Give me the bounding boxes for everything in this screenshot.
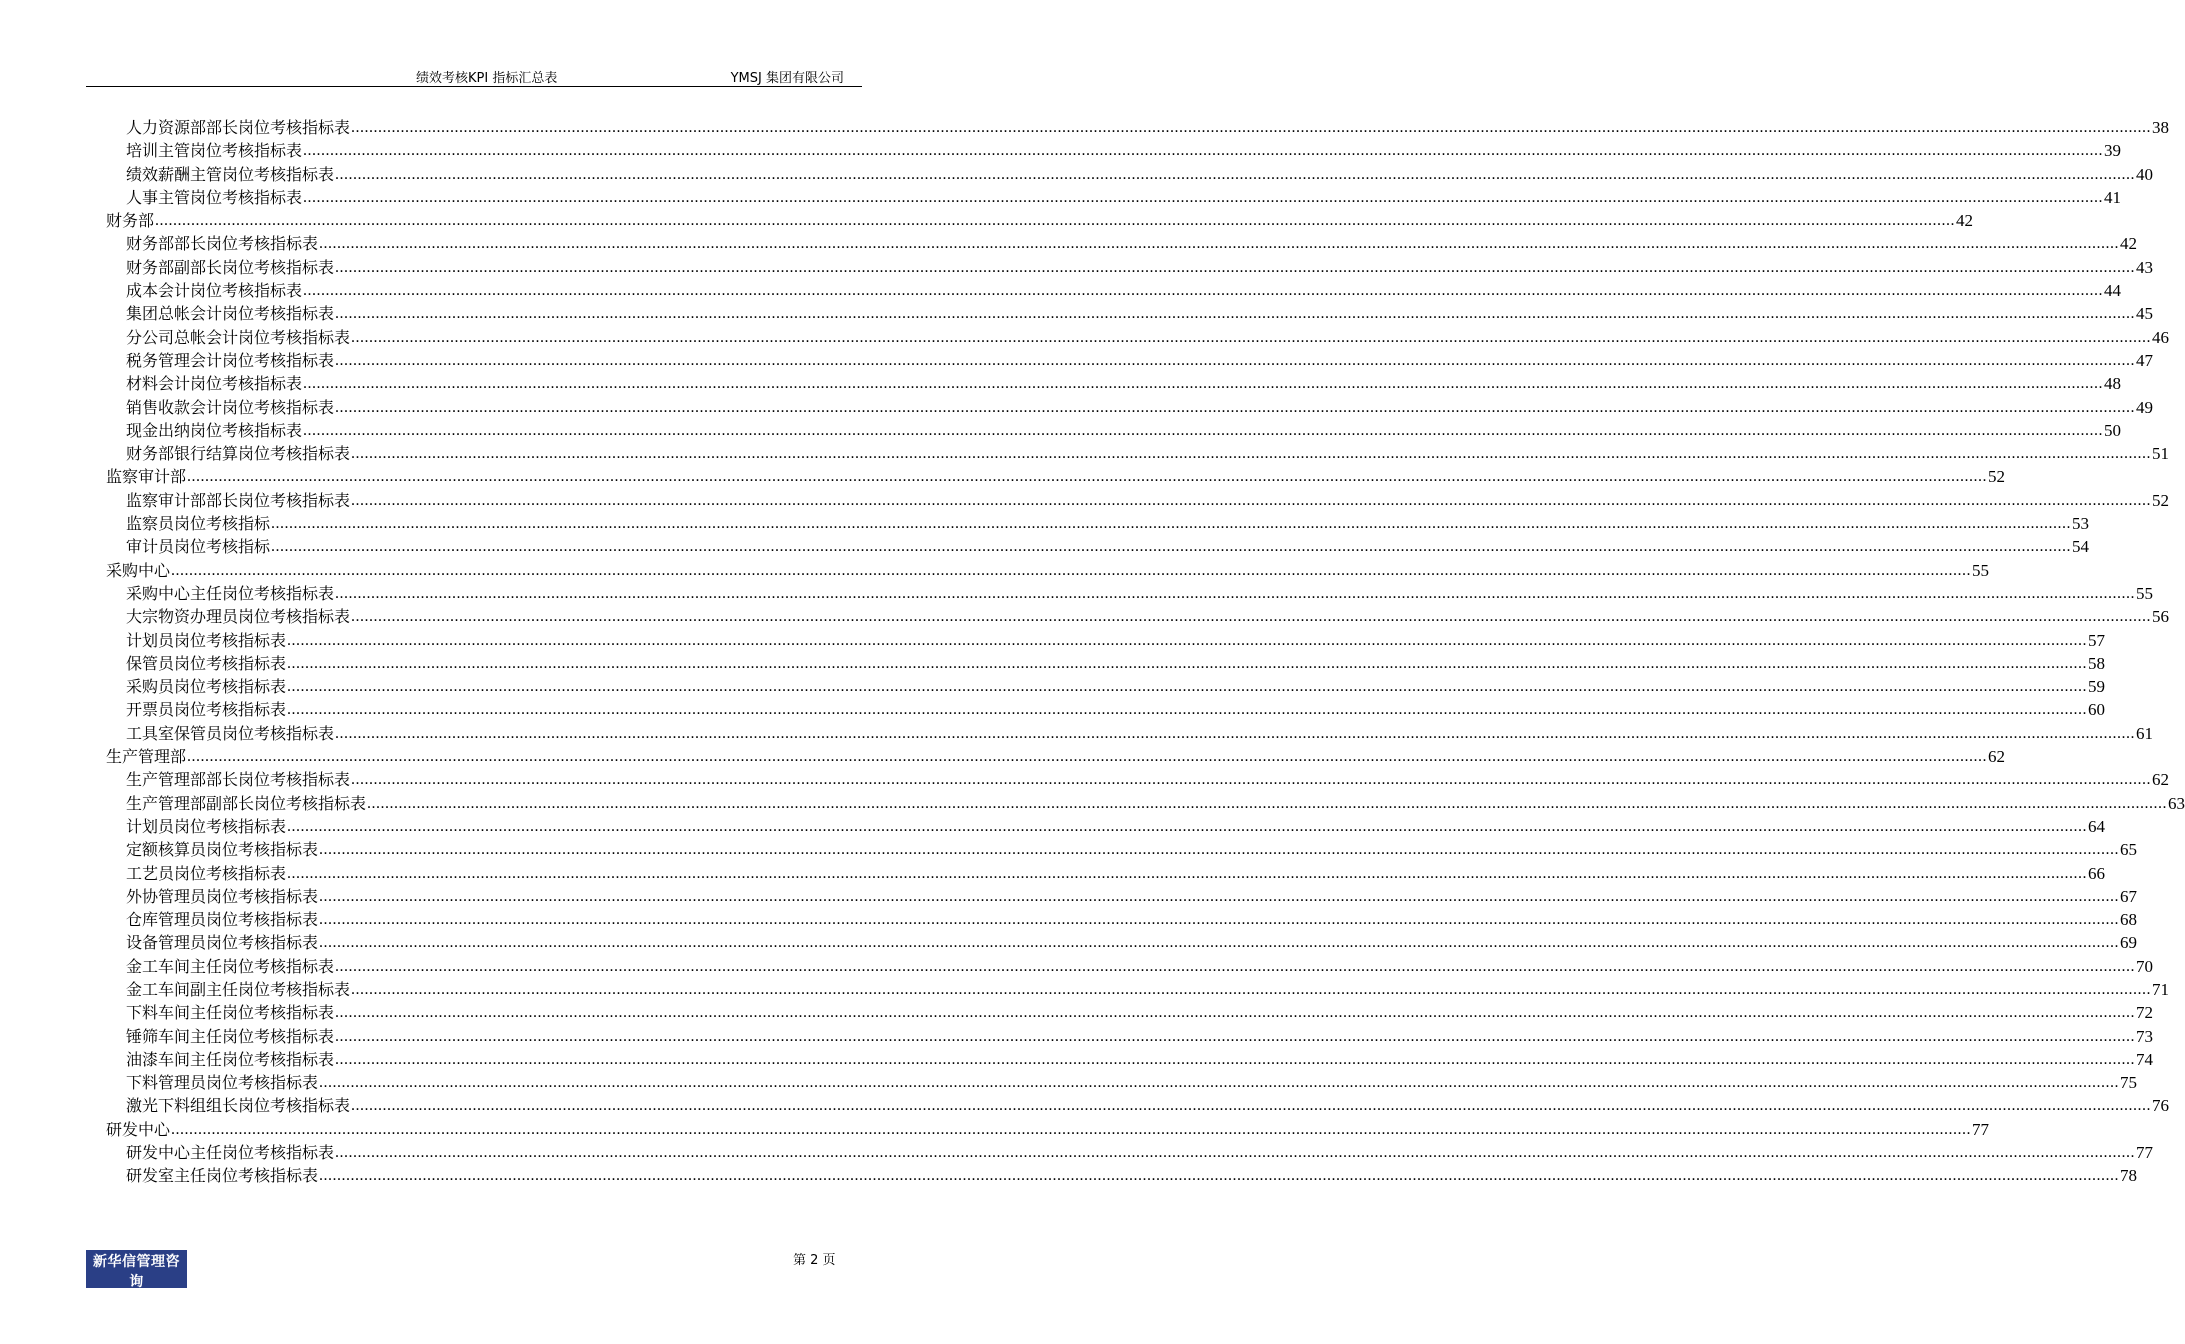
toc-entry-label: 设备管理员岗位考核指标表 [126,933,319,953]
toc-entry-label: 材料会计岗位考核指标表 [126,374,303,394]
toc-entry[interactable] [106,931,2138,954]
toc-entry-page: 62 [1988,747,2006,767]
toc-entry-label: 采购中心主任岗位考核指标表 [126,583,335,603]
toc-entry-page: 38 [2152,118,2170,137]
toc-entry[interactable] [106,419,2122,442]
page-number: 第 2 页 [793,1253,836,1268]
toc-entry-label: 研发中心 [106,1119,171,1139]
toc-entry-page: 63 [2168,793,2185,813]
toc-entry-page: 40 [2136,164,2154,184]
toc-entry[interactable] [106,675,2106,698]
toc-dot-leader: ................................................................................................................................................................................................................................................................................................................................................................................................................ [351,1097,2152,1115]
toc-dot-leader: ................................................................................................................................................................................................................................................................................................................................................................................................................ [287,701,2088,719]
toc-entry-page: 49 [2136,397,2154,417]
toc-entry[interactable] [106,349,2154,372]
toc-entry-page: 77 [2136,1143,2154,1163]
toc-entry-page: 56 [2152,607,2170,627]
toc-entry-label: 绩效薪酬主管岗位考核指标表 [126,164,335,184]
toc-entry-label: 下料车间主任岗位考核指标表 [126,1003,335,1023]
toc-entry-label: 生产管理部 [106,747,187,767]
toc-entry[interactable] [106,535,2090,558]
toc-entry-label: 生产管理部部长岗位考核指标表 [126,770,351,790]
document-title: 绩效考核KPI 指标汇总表 [416,71,558,86]
toc-entry[interactable] [106,396,2154,419]
toc-dot-leader: ................................................................................................................................................................................................................................................................................................................................................................................................................ [171,561,1972,579]
toc-entry-page: 67 [2120,886,2138,906]
toc-section-entry[interactable] [106,209,1974,232]
toc-entry-label: 研发室主任岗位考核指标表 [126,1166,319,1186]
toc-entry[interactable] [106,1048,2154,1071]
toc-entry-label: 人力资源部部长岗位考核指标表 [126,118,351,137]
toc-entry-page: 42 [1956,211,1974,231]
toc-dot-leader: ................................................................................................................................................................................................................................................................................................................................................................................................................ [319,911,2120,929]
toc-entry[interactable] [106,1164,2138,1187]
toc-entry[interactable] [106,885,2138,908]
toc-entry-page: 60 [2088,700,2106,720]
toc-section-entry[interactable] [106,745,2006,768]
toc-dot-leader: ................................................................................................................................................................................................................................................................................................................................................................................................................ [335,258,2136,276]
toc-dot-leader: ................................................................................................................................................................................................................................................................................................................................................................................................................ [287,654,2088,672]
toc-dot-leader: ................................................................................................................................................................................................................................................................................................................................................................................................................ [171,1120,1972,1138]
toc-entry-page: 71 [2152,979,2170,999]
toc-entry[interactable] [106,908,2138,931]
toc-entry[interactable] [106,862,2106,885]
toc-dot-leader: ................................................................................................................................................................................................................................................................................................................................................................................................................ [187,468,1988,486]
toc-entry-page: 74 [2136,1049,2154,1069]
toc-entry-page: 61 [2136,723,2154,743]
toc-dot-leader: ................................................................................................................................................................................................................................................................................................................................................................................................................ [335,1144,2136,1162]
toc-entry[interactable] [106,838,2138,861]
toc-dot-leader: ................................................................................................................................................................................................................................................................................................................................................................................................................ [303,375,2104,393]
toc-entry-label: 采购中心 [106,560,171,580]
toc-dot-leader: ................................................................................................................................................................................................................................................................................................................................................................................................................ [287,631,2088,649]
toc-entry-page: 75 [2120,1073,2138,1093]
toc-dot-leader: ................................................................................................................................................................................................................................................................................................................................................................................................................ [319,1167,2120,1185]
toc-entry-label: 锤筛车间主任岗位考核指标表 [126,1026,335,1046]
toc-dot-leader: ................................................................................................................................................................................................................................................................................................................................................................................................................ [335,957,2136,975]
toc-entry-label: 金工车间副主任岗位考核指标表 [126,979,351,999]
toc-entry-page: 42 [2120,234,2138,254]
toc-dot-leader: ................................................................................................................................................................................................................................................................................................................................................................................................................ [335,1027,2136,1045]
toc-entry-label: 金工车间主任岗位考核指标表 [126,956,335,976]
toc-entry-page: 43 [2136,257,2154,277]
toc-entry[interactable] [106,372,2122,395]
toc-entry-page: 53 [2072,514,2090,534]
toc-dot-leader: ................................................................................................................................................................................................................................................................................................................................................................................................................ [367,794,2168,812]
toc-entry-label: 人事主管岗位考核指标表 [126,187,303,207]
toc-dot-leader: ................................................................................................................................................................................................................................................................................................................................................................................................................ [287,817,2088,835]
toc-entry-page: 44 [2104,281,2122,301]
toc-entry[interactable] [106,1071,2138,1094]
toc-dot-leader: ................................................................................................................................................................................................................................................................................................................................................................................................................ [271,538,2072,556]
toc-entry-page: 48 [2104,374,2122,394]
toc-dot-leader: ................................................................................................................................................................................................................................................................................................................................................................................................................ [351,491,2152,509]
toc-dot-leader: ................................................................................................................................................................................................................................................................................................................................................................................................................ [155,212,1956,230]
toc-entry-label: 定额核算员岗位考核指标表 [126,840,319,860]
toc-entry[interactable] [106,442,2170,465]
toc-entry-page: 58 [2088,653,2106,673]
toc-dot-leader: ................................................................................................................................................................................................................................................................................................................................................................................................................ [303,421,2104,439]
toc-dot-leader: ................................................................................................................................................................................................................................................................................................................................................................................................................ [335,1050,2136,1068]
toc-dot-leader: ................................................................................................................................................................................................................................................................................................................................................................................................................ [351,119,2152,136]
toc-entry-page: 39 [2104,141,2122,161]
toc-entry-label: 审计员岗位考核指标 [126,537,271,557]
toc-dot-leader: ................................................................................................................................................................................................................................................................................................................................................................................................................ [319,235,2120,253]
toc-entry-label: 工艺员岗位考核指标表 [126,863,287,883]
toc-entry-label: 采购员岗位考核指标表 [126,677,287,697]
toc-dot-leader: ................................................................................................................................................................................................................................................................................................................................................................................................................ [319,841,2120,859]
toc-entry[interactable] [106,582,2154,605]
toc-entry-label: 集团总帐会计岗位考核指标表 [126,304,335,324]
toc-dot-leader: ................................................................................................................................................................................................................................................................................................................................................................................................................ [351,608,2152,626]
toc-entry-page: 76 [2152,1096,2170,1116]
toc-entry[interactable] [106,256,2154,279]
toc-entry-label: 财务部副部长岗位考核指标表 [126,257,335,277]
toc-entry[interactable] [106,955,2154,978]
toc-entry[interactable] [106,629,2106,652]
toc-section-entry[interactable] [106,559,1990,582]
toc-entry-label: 计划员岗位考核指标表 [126,816,287,836]
toc-entry[interactable] [106,279,2122,302]
toc-entry-label: 激光下料组组长岗位考核指标表 [126,1096,351,1116]
toc-entry-label: 生产管理部副部长岗位考核指标表 [126,793,367,813]
toc-entry[interactable] [106,302,2154,325]
toc-entry[interactable] [106,815,2106,838]
toc-entry-page: 64 [2088,816,2106,836]
company-name: YMSJ 集团有限公司 [730,71,844,86]
toc-entry-label: 现金出纳岗位考核指标表 [126,420,303,440]
page-header [86,64,862,87]
toc-entry-page: 55 [1972,560,1990,580]
toc-dot-leader: ................................................................................................................................................................................................................................................................................................................................................................................................................ [303,142,2104,160]
toc-entry-label: 大宗物资办理员岗位考核指标表 [126,607,351,627]
toc-dot-leader: ................................................................................................................................................................................................................................................................................................................................................................................................................ [351,328,2152,346]
toc-entry-page: 51 [2152,444,2170,464]
toc-dot-leader: ................................................................................................................................................................................................................................................................................................................................................................................................................ [335,305,2136,323]
toc-entry[interactable] [106,232,2138,255]
toc-entry[interactable] [106,1094,2170,1117]
toc-entry-label: 财务部部长岗位考核指标表 [126,234,319,254]
toc-dot-leader: ................................................................................................................................................................................................................................................................................................................................................................................................................ [303,282,2104,300]
toc-entry-label: 油漆车间主任岗位考核指标表 [126,1049,335,1069]
toc-dot-leader: ................................................................................................................................................................................................................................................................................................................................................................................................................ [319,1074,2120,1092]
toc-entry-page: 55 [2136,583,2154,603]
toc-entry-page: 45 [2136,304,2154,324]
toc-dot-leader: ................................................................................................................................................................................................................................................................................................................................................................................................................ [319,887,2120,905]
toc-dot-leader: ................................................................................................................................................................................................................................................................................................................................................................................................................ [335,398,2136,416]
toc-entry-page: 73 [2136,1026,2154,1046]
sinotrust-logo [86,1250,187,1303]
toc-dot-leader: ................................................................................................................................................................................................................................................................................................................................................................................................................ [187,748,1988,766]
toc-dot-leader: ................................................................................................................................................................................................................................................................................................................................................................................................................ [335,351,2136,369]
toc-entry-page: 70 [2136,956,2154,976]
toc-entry-page: 57 [2088,630,2106,650]
toc-entry[interactable] [106,1141,2154,1164]
toc-entry[interactable] [106,186,2122,209]
toc-entry[interactable] [106,698,2106,721]
toc-entry-label: 财务部 [106,211,155,231]
toc-entry-label: 工具室保管员岗位考核指标表 [126,723,335,743]
toc-entry[interactable] [106,489,2170,512]
toc-entry-page: 65 [2120,840,2138,860]
toc-dot-leader: ................................................................................................................................................................................................................................................................................................................................................................................................................ [287,678,2088,696]
toc-entry-label: 开票员岗位考核指标表 [126,700,287,720]
toc-entry-page: 62 [2152,770,2170,790]
toc-entry[interactable] [106,978,2170,1001]
toc-entry-page: 52 [2152,490,2170,510]
toc-entry-label: 财务部银行结算岗位考核指标表 [126,444,351,464]
toc-entry-label: 监察员岗位考核指标 [126,514,271,534]
toc-entry[interactable] [106,605,2170,628]
toc-entry-page: 68 [2120,910,2138,930]
toc-entry-label: 仓库管理员岗位考核指标表 [126,910,319,930]
toc-dot-leader: ................................................................................................................................................................................................................................................................................................................................................................................................................ [303,188,2104,206]
toc-entry-page: 54 [2072,537,2090,557]
toc-entry[interactable] [106,116,2170,139]
toc-dot-leader: ................................................................................................................................................................................................................................................................................................................................................................................................................ [335,1004,2136,1022]
toc-entry[interactable] [106,512,2090,535]
toc-entry-page: 47 [2136,350,2154,370]
toc-entry-page: 69 [2120,933,2138,953]
toc-entry-page: 72 [2136,1003,2154,1023]
toc-dot-leader: ................................................................................................................................................................................................................................................................................................................................................................................................................ [351,980,2152,998]
toc-entry-page: 41 [2104,187,2122,207]
toc-entry-page: 77 [1972,1119,1990,1139]
toc-entry-page: 66 [2088,863,2106,883]
toc-entry[interactable] [106,792,2185,815]
toc-dot-leader: ................................................................................................................................................................................................................................................................................................................................................................................................................ [335,165,2136,183]
toc-dot-leader: ................................................................................................................................................................................................................................................................................................................................................................................................................ [335,584,2136,602]
logo-english-text: SINOTRUST [97,1292,176,1303]
toc-entry-label: 下料管理员岗位考核指标表 [126,1073,319,1093]
toc-dot-leader: ................................................................................................................................................................................................................................................................................................................................................................................................................ [351,445,2152,463]
toc-dot-leader: ................................................................................................................................................................................................................................................................................................................................................................................................................ [335,724,2136,742]
toc-entry[interactable] [106,326,2170,349]
toc-entry-label: 研发中心主任岗位考核指标表 [126,1143,335,1163]
toc-section-entry[interactable] [106,1118,1990,1141]
toc-entry-label: 分公司总帐会计岗位考核指标表 [126,327,351,347]
toc-entry[interactable] [106,722,2154,745]
toc-entry-page: 78 [2120,1166,2138,1186]
toc-entry-label: 税务管理会计岗位考核指标表 [126,350,335,370]
toc-entry-label: 销售收款会计岗位考核指标表 [126,397,335,417]
toc-entry-page: 59 [2088,677,2106,697]
table-of-contents [106,116,2185,1188]
toc-entry-label: 计划员岗位考核指标表 [126,630,287,650]
toc-entry-label: 保管员岗位考核指标表 [126,653,287,673]
toc-entry-label: 培训主管岗位考核指标表 [126,141,303,161]
logo-chinese-text: 新华信管理咨询 [93,1254,180,1290]
toc-dot-leader: ................................................................................................................................................................................................................................................................................................................................................................................................................ [319,934,2120,952]
toc-dot-leader: ................................................................................................................................................................................................................................................................................................................................................................................................................ [271,515,2072,533]
toc-entry[interactable] [106,1001,2154,1024]
toc-entry[interactable] [106,768,2170,791]
toc-entry[interactable] [106,139,2122,162]
toc-entry[interactable] [106,652,2106,675]
toc-entry-label: 监察审计部部长岗位考核指标表 [126,490,351,510]
toc-entry-label: 监察审计部 [106,467,187,487]
toc-dot-leader: ................................................................................................................................................................................................................................................................................................................................................................................................................ [287,864,2088,882]
toc-entry-label: 成本会计岗位考核指标表 [126,281,303,301]
toc-dot-leader: ................................................................................................................................................................................................................................................................................................................................................................................................................ [351,771,2152,789]
toc-entry-page: 52 [1988,467,2006,487]
toc-entry-page: 50 [2104,420,2122,440]
toc-entry[interactable] [106,163,2154,186]
toc-entry-page: 46 [2152,327,2170,347]
toc-entry[interactable] [106,1025,2154,1048]
toc-section-entry[interactable] [106,465,2006,488]
toc-entry-label: 外协管理员岗位考核指标表 [126,886,319,906]
